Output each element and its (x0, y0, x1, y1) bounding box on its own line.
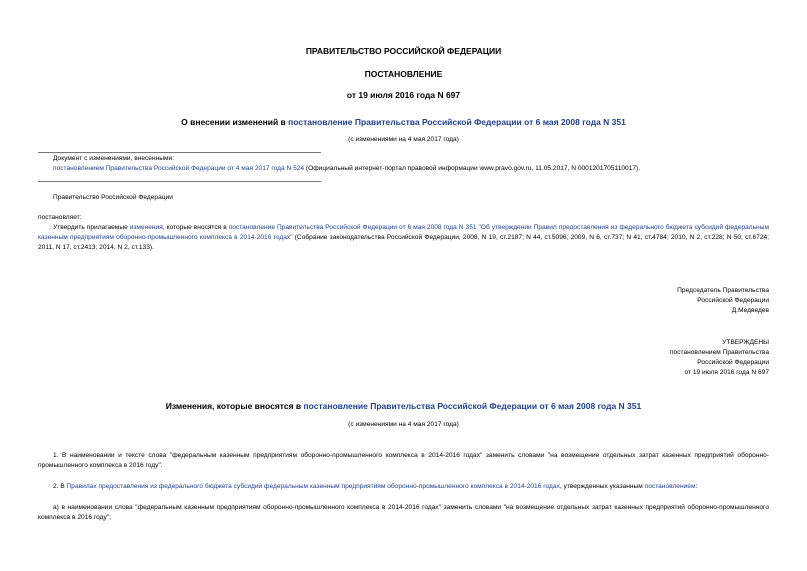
item2-link-resolution[interactable]: постановлением (644, 483, 696, 490)
approval-line-4: от 19 июля 2016 года N 697 (684, 369, 769, 376)
changes-entry (53, 164, 773, 174)
item-2 (38, 482, 769, 492)
paragraph-1 (38, 223, 769, 253)
approval-block (469, 338, 769, 378)
title-link[interactable]: постановление Правительства Российской Федерации от 6 мая 2008 года N 351 (288, 117, 626, 127)
section2-prefix: Изменения, которые вносятся в (165, 401, 304, 411)
approval-line-3: Российской Федерации (697, 359, 769, 366)
item2-link-rules[interactable]: Правилах предоставления из федерального бюджета субсидий федеральным казенным предприятиям оборонно-промышленного комплекса в 2014-2016 годах (66, 483, 560, 490)
approval-line-1: УТВЕРЖДЕНЫ (722, 339, 769, 346)
resolves-line: постановляет: (38, 214, 82, 221)
approval-line-2: постановлением Правительства (669, 349, 769, 356)
doc-date-number: от 19 июля 2016 года N 697 (346, 90, 461, 100)
p1-link-changes[interactable]: изменения (129, 224, 163, 231)
p1-link-resolution[interactable]: постановление Правительства Российской Федерации от 6 мая 2008 года N 351 "Об утверждении Правил предоставления из федерального бюджета субсидий федеральным казенным предприятиям оборонно-промышленного комплекса в 2014-2016 годах" (38, 224, 769, 241)
item2-text-b: , утвержденных указанным (559, 483, 645, 490)
changes-link[interactable]: постановлением Правительства Российской Федерации от 4 мая 2017 года N 524 (53, 165, 305, 172)
p1-text-a: Утвердить прилагаемые (53, 224, 130, 231)
signature-line-1: Председатель Правительства (677, 287, 769, 294)
title-prefix: О внесении изменений в (181, 117, 289, 127)
item-1: 1. В наименовании и тексте слова "федеральным казенным предприятиям оборонно-промышленного комплекса в 2014-2016 годах" заменить словами "на возмещение отдельных затрат казенных предприятий оборонно-промышленного комплекса в 2016 году". (38, 452, 769, 469)
item2-text-a: 2. В (53, 483, 67, 490)
signature-line-3: Д.Медведев (731, 307, 769, 314)
item-2a: а) в наименовании слова "федеральным казенным предприятиям оборонно-промышленного комплекса в 2014-2016 годах" заменить словами "на возмещение отдельных затрат казенных предприятий оборонно-промышленного комплекса в 2016 году"; (38, 504, 769, 521)
divider-top (38, 152, 321, 153)
amended-note: (с изменениями на 4 мая 2017 года) (348, 136, 459, 143)
p1-text-b: , которые вносятся в (162, 224, 229, 231)
doc-type-heading: ПОСТАНОВЛЕНИЕ (364, 69, 443, 79)
divider-bottom (38, 181, 321, 182)
government-line: Правительство Российской Федерации (53, 194, 173, 201)
section2-title (0, 401, 807, 411)
changes-box (53, 154, 773, 174)
document-title (0, 117, 807, 127)
signature-line-2: Российской Федерации (697, 297, 769, 304)
item2-text-c: : (695, 483, 698, 490)
section2-amended-note: (с изменениями на 4 мая 2017 года) (348, 421, 459, 428)
signature-block (469, 286, 769, 316)
changes-label: Документ с изменениями, внесенными: (53, 155, 175, 162)
p1-text-c: (Собрание законодательства Российской Федерации, 2008, N 19, ст.2187; N 44, ст.5096; 2009, N 6, ст.737; N 41, ст.4784; 2010, N 2, ст.228; N 50, ст.6724; 2011, N 17, ст.2413; 2014, N 2, ст.133). (38, 234, 769, 251)
section2-link[interactable]: постановление Правительства Российской Федерации от 6 мая 2008 года N 351 (303, 401, 642, 411)
org-heading: ПРАВИТЕЛЬСТВО РОССИЙСКОЙ ФЕДЕРАЦИИ (305, 46, 502, 56)
changes-source: (Официальный интернет-портал правовой информации www.pravo.gov.ru, 11.05.2017, N 0001201705110017). (304, 165, 641, 172)
